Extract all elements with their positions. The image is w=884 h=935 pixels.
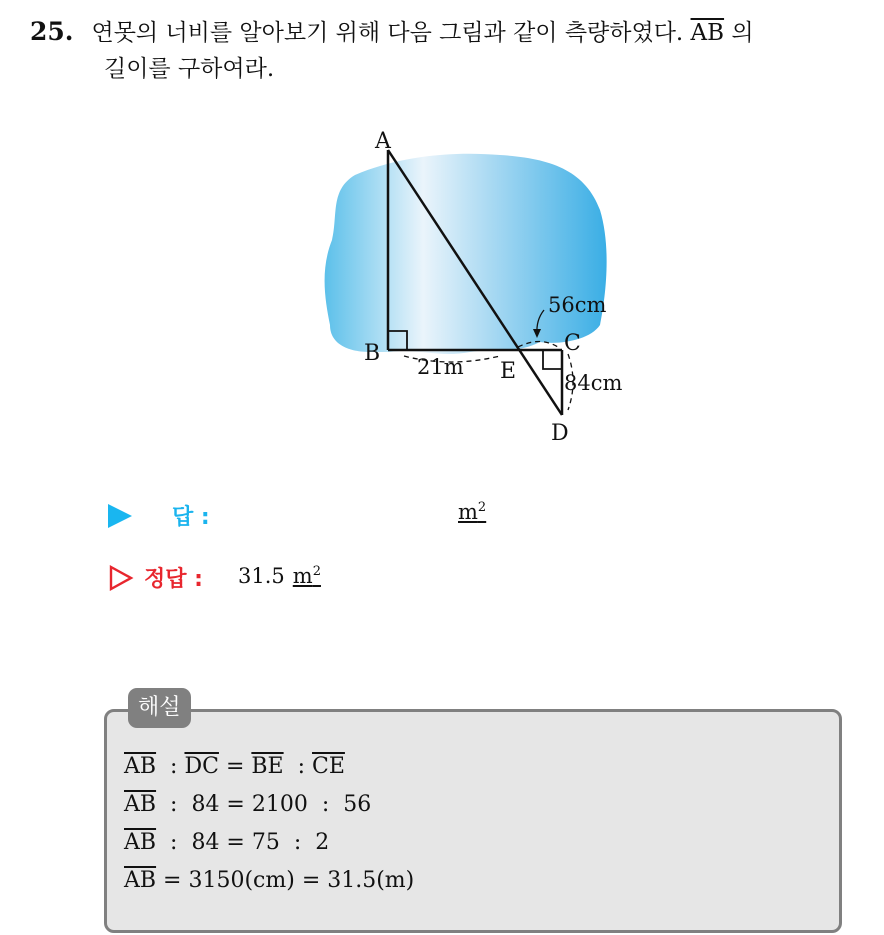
explanation-line-1: $\overline{AB}$ : $\overline{DC} = \overline{BE}$ : $\overline{CE}$: [124, 754, 345, 779]
answer-row: [108, 500, 608, 534]
question-line2: 길이를 구하여라.: [104, 56, 275, 82]
label-d: D: [551, 421, 569, 446]
segment-ab: $\overline{AB}$: [690, 20, 725, 46]
question: [30, 14, 860, 87]
correct-answer-label: 정답 :: [144, 567, 203, 592]
explanation-lines: [124, 748, 414, 900]
question-text: 연못의 너비를 알아보기 위해 다음 그림과 같이 측량하였다.: [91, 20, 691, 46]
triangle-play-icon: [108, 504, 132, 528]
answer-unit: $m^2$: [458, 500, 487, 524]
answer-label: 답 :: [172, 505, 210, 530]
explanation-line-4: $\overline{AB} = 3150(cm) = 31.5(m)$: [124, 868, 415, 893]
explanation-line-2: $\overline{AB}$ : 84 = 2100 : 56: [124, 792, 372, 817]
label-cd: 84cm: [564, 371, 623, 395]
pond-shape: [325, 154, 607, 354]
label-a: A: [375, 129, 391, 154]
label-b: B: [364, 341, 381, 366]
correct-answer-value: 31.5 $m^2$: [238, 564, 321, 588]
label-ce: 56cm: [548, 293, 607, 317]
pond-figure: [300, 120, 660, 460]
explanation-line-3: $\overline{AB}$ : 84 = 75 : 2: [124, 830, 330, 855]
label-bc: 21m: [417, 355, 464, 379]
question-text-end: 의: [724, 20, 754, 46]
explanation-tag: 해설: [128, 688, 191, 728]
label-c: C: [564, 331, 581, 356]
label-e: E: [500, 359, 517, 384]
correct-answer-row: [108, 562, 608, 596]
question-number: 25.: [30, 17, 74, 46]
triangle-outline-icon: [108, 565, 134, 591]
